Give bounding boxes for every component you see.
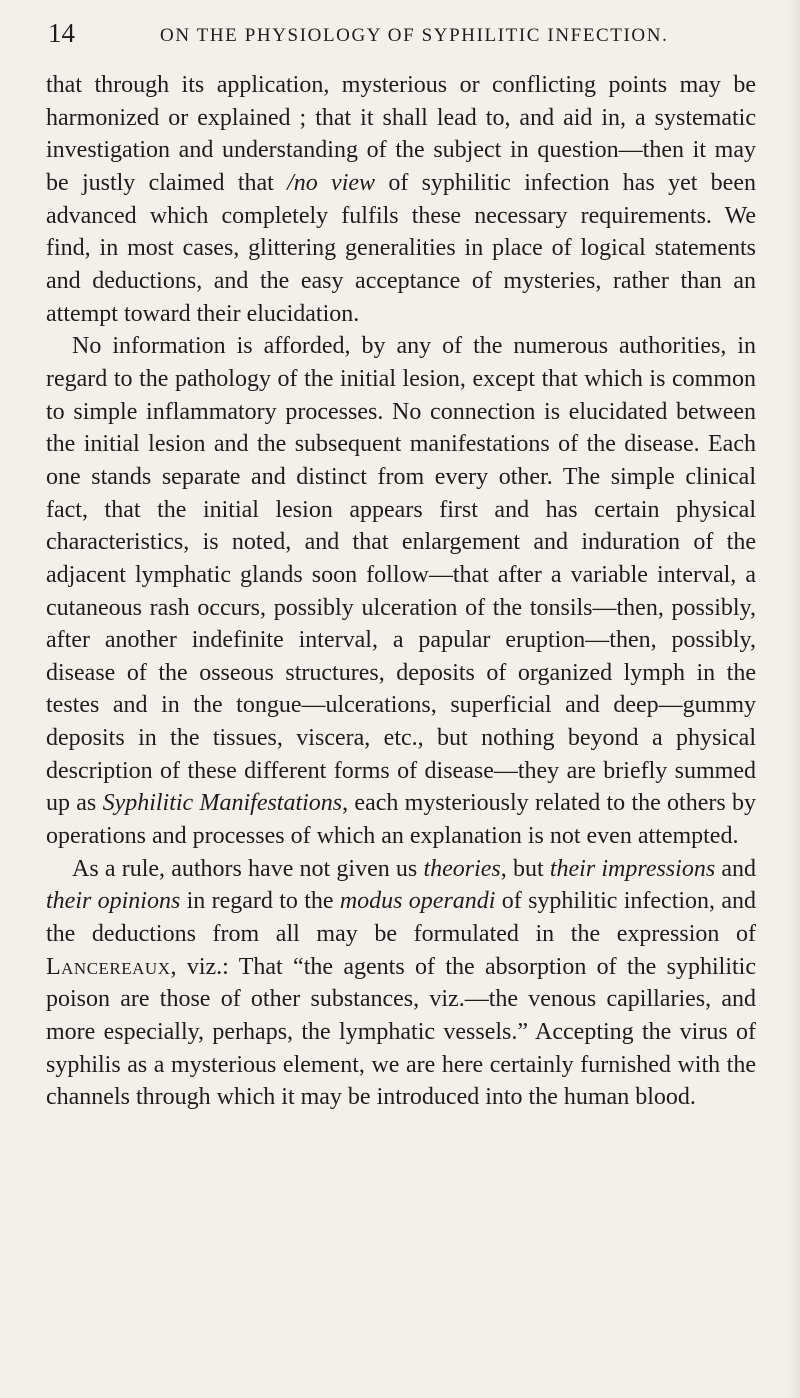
italic-text-run: /no view [287, 169, 376, 196]
italic-text-run: Syphilitic Manifestations [102, 790, 343, 817]
text-run: , each mysteriously related to the others by operations and processes of which an explanation is not even attempted. [46, 790, 756, 850]
text-run: As a rule, authors have not given us [72, 855, 424, 882]
page-edge-shadow [786, 0, 800, 1398]
running-title: ON THE PHYSIOLOGY OF SYPHILITIC INFECTION. [160, 25, 669, 46]
page-number: 14 [48, 18, 75, 48]
text-run: No information is afforded, by any of the numerous authorities, in regard to the pathology of the initial lesion, except that which is common to simple inflammatory processes. No connection is elucidated between the initial lesion and the subsequent manifestations of the disease. Each one stands separate and distinct from every other. The simple clinical fact, that the initial lesion appears first and has certain physical characteristics, is noted, and that enlargement and induration of the adjacent lymphatic glands soon follow—that after a variable interval, a cutaneous rash occurs, possibly ulceration of the tonsils—then, possibly, after another indefinite interval, a papular eruption—then, possibly, disease of the osseous structures, deposits of organized lymph in the testes and in the tongue—ulcerations, superficial and deep—gummy deposits in the tissues, viscera, etc., but nothing beyond a physical description of these different forms of disease—they are briefly summed up as [46, 333, 756, 817]
page-header [48, 16, 768, 50]
italic-text-run: their opinions [46, 888, 181, 915]
italic-text-run: theories [423, 855, 501, 882]
text-run: , but [500, 855, 550, 882]
text-run: of syphilitic infection, and the deductions from all may be formulated in the expression of [46, 888, 757, 948]
paragraph [46, 69, 756, 330]
paragraph [46, 330, 756, 853]
text-run: of syphilitic infection has yet been advanced which completely fulfils these necessary requirements. We find, in most cases, glittering generalities in place of logical statements and deductions, and the easy acceptance of mysteries, rather than an attempt toward their elucidation. [46, 169, 756, 327]
body-text [46, 69, 756, 1114]
italic-text-run: modus operandi [339, 888, 496, 915]
italic-text-run: their impressions [549, 855, 716, 882]
paragraph [46, 853, 756, 1114]
text-run: , viz.: That “the agents of the absorption of the syphilitic poison are those of other substances, viz.—the venous capillaries, and more especially, perhaps, the lymphatic vessels.” Accepting the virus of syphilis as a mysterious element, we are here certainly furnished with the channels through which it may be introduced into the human blood. [46, 953, 756, 1111]
small-caps-author-name: Lancereaux [46, 953, 171, 980]
text-run: in regard to the [180, 888, 340, 915]
text-run: and [715, 855, 756, 882]
text-run: that through its application, mysterious or conflicting points may be harmonized or explained ; that it shall lead to, and aid in, a systematic investigation and understanding of the subject in question—then it may be justly claimed that [46, 72, 756, 196]
